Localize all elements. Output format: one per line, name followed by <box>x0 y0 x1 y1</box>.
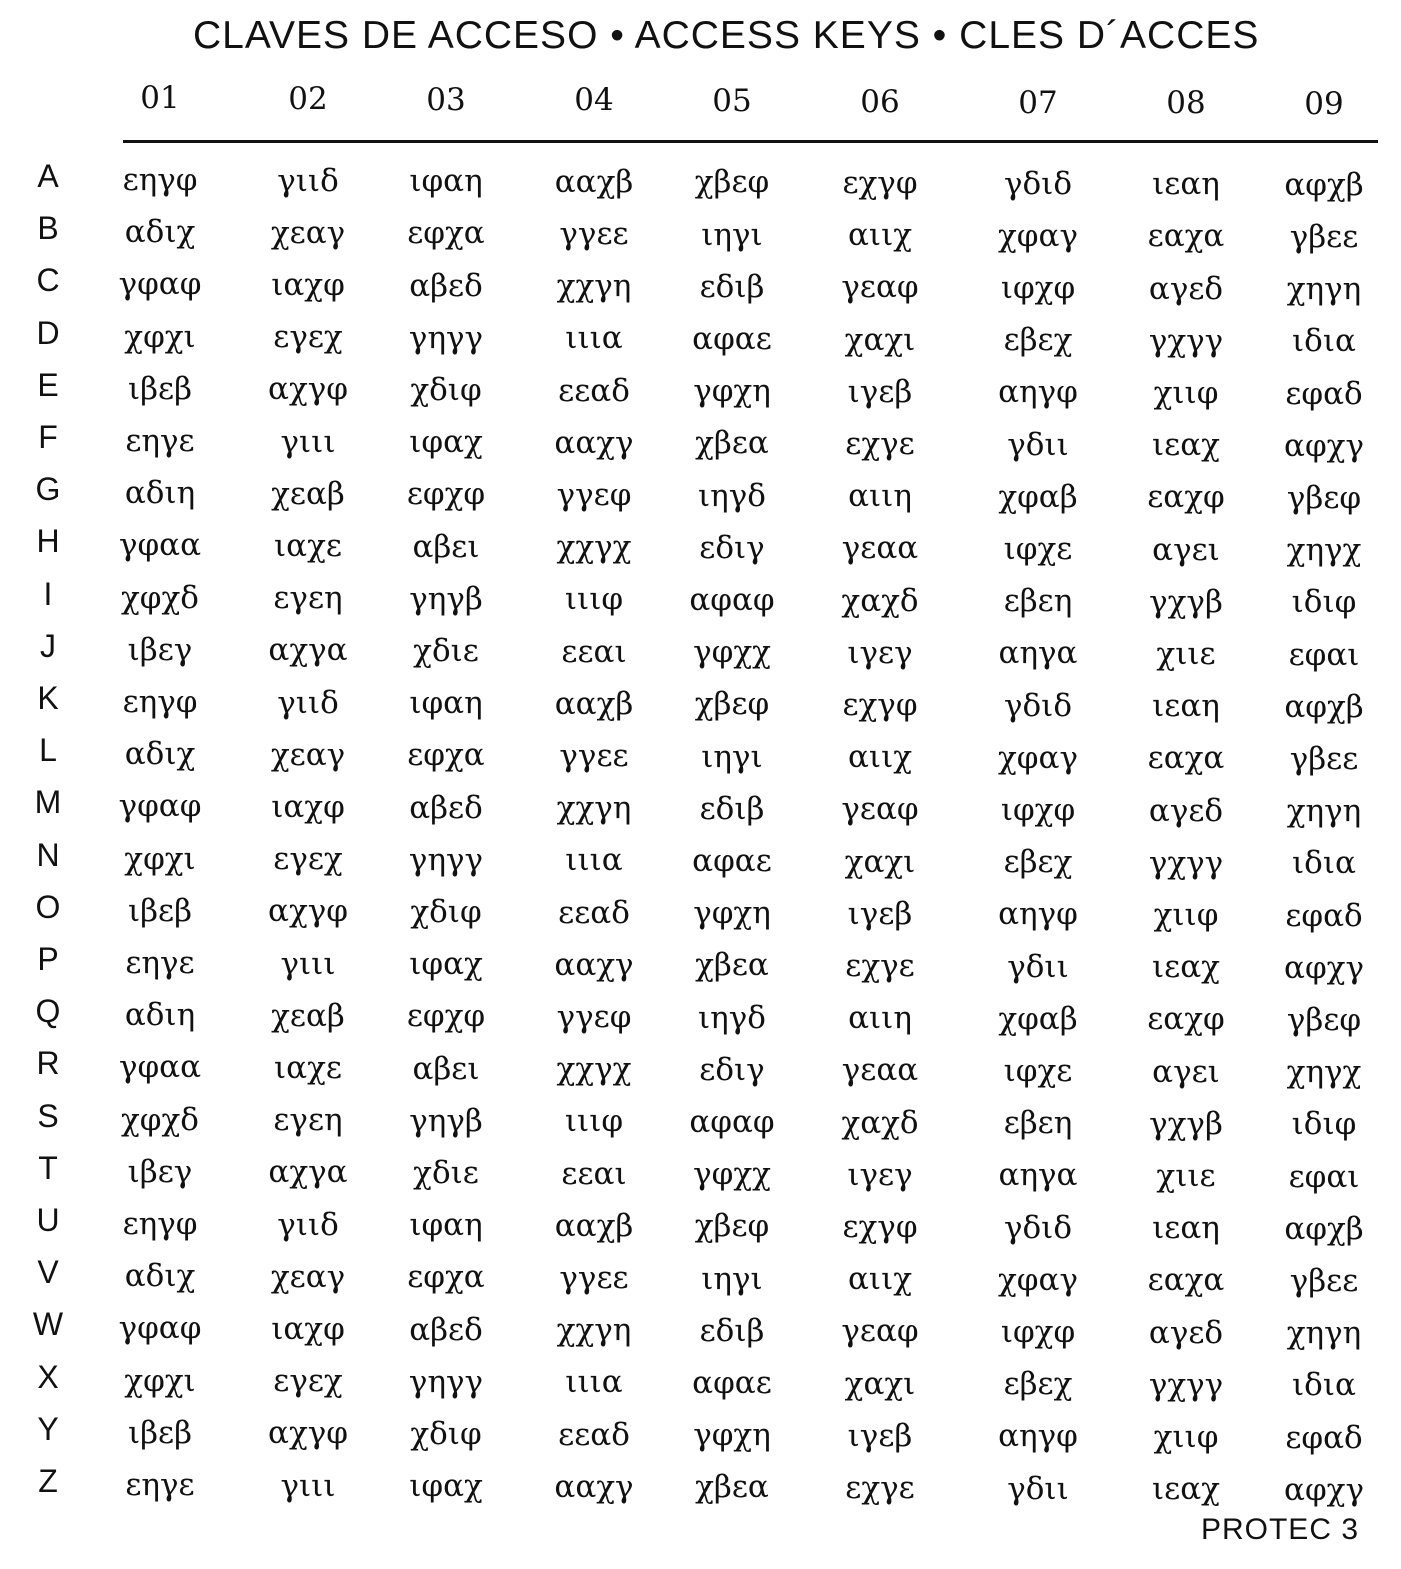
key-cell: ιφαχ <box>409 1468 483 1505</box>
row-label-y: Y <box>37 1410 59 1447</box>
column-header-01: 01 <box>140 80 180 116</box>
row-label-h: H <box>36 523 60 560</box>
key-cell: εχγε <box>845 426 915 462</box>
row-label-u: U <box>36 1202 60 1238</box>
key-cell: ιβεγ <box>127 631 193 668</box>
key-cell: εβεχ <box>1003 844 1073 881</box>
column-header-08: 08 <box>1166 85 1206 121</box>
key-cell: αδιχ <box>124 214 196 251</box>
key-cell: αφχγ <box>1284 949 1364 986</box>
row-label-o: O <box>35 888 61 925</box>
row-label-c: C <box>36 262 60 299</box>
key-cell: εαχα <box>1147 740 1225 777</box>
key-cell: εγεη <box>273 580 343 617</box>
key-cell: χφαβ <box>998 1000 1078 1037</box>
row-label-f: F <box>38 419 58 455</box>
key-cell: εηγφ <box>122 684 198 720</box>
key-cell: ιηγδ <box>698 477 766 514</box>
key-cell: χφαγ <box>998 1261 1078 1298</box>
key-cell: εχγφ <box>842 687 918 723</box>
key-cell: γβεφ <box>1286 1002 1362 1038</box>
key-cell: χβεφ <box>694 1208 770 1245</box>
page-title: CLAVES DE ACCESO • ACCESS KEYS • CLES D´ACCES <box>193 14 1260 57</box>
key-cell: εβεχ <box>1003 1366 1073 1403</box>
key-cell: αφαε <box>692 843 772 879</box>
row-label-g: G <box>35 471 61 508</box>
key-cell: γφαφ <box>118 788 202 825</box>
key-cell: γφχχ <box>693 634 771 671</box>
key-cell: χηγη <box>1286 1315 1362 1352</box>
key-cell: γβεφ <box>1286 480 1362 516</box>
key-cell: ιβεβ <box>127 892 193 929</box>
key-cell: γγεφ <box>556 477 632 513</box>
key-cell: χβεα <box>695 425 769 462</box>
key-cell: ιαχφ <box>271 789 345 825</box>
key-cell: ααχβ <box>554 685 634 722</box>
key-cell: εχγε <box>845 948 915 984</box>
row-label-v: V <box>37 1254 59 1291</box>
key-cell: αιιη <box>848 1000 912 1037</box>
key-cell: εφαδ <box>1285 897 1363 934</box>
key-cell: χαχι <box>844 1365 916 1402</box>
key-cell: ιιιφ <box>564 581 624 618</box>
key-cell: αβεδ <box>409 789 483 826</box>
key-cell: ιηγδ <box>698 999 766 1036</box>
key-cell: εφχα <box>407 737 485 774</box>
key-cell: ιφχε <box>1003 531 1073 567</box>
key-cell: γεαφ <box>841 1313 919 1350</box>
row-label-x: X <box>37 1358 59 1395</box>
key-cell: χιιφ <box>1153 897 1219 933</box>
key-cell: ιφχφ <box>1000 270 1076 306</box>
column-header-03: 03 <box>426 82 466 118</box>
key-cell: χφαγ <box>998 217 1078 254</box>
key-cell: γχγγ <box>1148 844 1224 881</box>
key-cell: ιφαχ <box>409 424 483 461</box>
key-cell: ιδια <box>1292 845 1356 882</box>
key-cell: χδιφ <box>410 894 482 930</box>
key-cell: ιγεβ <box>847 895 913 932</box>
key-cell: γβεε <box>1289 741 1359 777</box>
key-cell: αφχγ <box>1284 1471 1364 1508</box>
key-cell: γβεε <box>1289 219 1359 255</box>
key-cell: γχγβ <box>1149 583 1223 620</box>
key-cell: εεαι <box>561 1155 627 1192</box>
key-cell: αφαε <box>692 321 772 357</box>
key-cell: εαχφ <box>1147 1001 1225 1038</box>
key-cell: εδιγ <box>699 529 765 566</box>
key-cell: χηγη <box>1286 793 1362 830</box>
row-label-z: Z <box>38 1463 58 1499</box>
key-cell: εγεη <box>273 1102 343 1139</box>
key-cell: εχγε <box>845 1470 915 1506</box>
key-cell: ιδιφ <box>1291 1106 1357 1143</box>
footer-brand: PROTEC 3 <box>1200 1513 1359 1546</box>
key-cell: εηγε <box>125 945 195 981</box>
key-cell: χδιε <box>413 1155 479 1191</box>
key-cell: ιηγι <box>701 1260 763 1297</box>
column-header-09: 09 <box>1304 86 1344 122</box>
key-cell: χφχι <box>124 1362 196 1399</box>
row-label-j: J <box>40 627 56 664</box>
key-cell: γεαα <box>841 530 919 567</box>
key-cell: γηγβ <box>409 580 483 617</box>
key-cell: ιδια <box>1292 323 1356 360</box>
key-cell: αιιχ <box>847 739 913 776</box>
key-cell: χιιε <box>1156 1158 1216 1194</box>
key-cell: αφχβ <box>1284 1210 1364 1247</box>
key-cell: γηγγ <box>408 319 484 356</box>
key-cell: ιγεγ <box>847 1156 913 1193</box>
row-label-e: E <box>37 366 59 403</box>
key-cell: ιεαχ <box>1152 949 1220 986</box>
key-cell: αηγφ <box>998 1418 1078 1455</box>
key-cell: αβεδ <box>409 1311 483 1348</box>
column-header-02: 02 <box>288 81 328 117</box>
row-label-a: A <box>37 158 59 194</box>
key-cell: γιιι <box>280 1467 336 1504</box>
key-cell: εεαδ <box>558 372 630 409</box>
key-cell: χδιε <box>413 633 479 669</box>
key-cell: αγει <box>1152 531 1220 568</box>
key-cell: γεαα <box>841 1052 919 1089</box>
key-cell: χηγχ <box>1286 1054 1362 1091</box>
key-cell: εεαδ <box>558 894 630 931</box>
key-cell: γφαφ <box>118 266 202 303</box>
key-cell: αηγα <box>998 1157 1078 1194</box>
key-cell: ιγεβ <box>847 1417 913 1454</box>
key-cell: εηγε <box>125 423 195 459</box>
key-cell: αφχγ <box>1284 427 1364 464</box>
key-cell: αιιχ <box>847 217 913 254</box>
key-cell: εηγφ <box>122 162 198 198</box>
key-cell: γγεφ <box>556 999 632 1035</box>
key-cell: αγει <box>1152 1053 1220 1090</box>
key-cell: χφχδ <box>121 579 199 616</box>
row-label-i: I <box>43 575 53 612</box>
key-cell: ααχγ <box>554 424 634 461</box>
key-cell: ιεαη <box>1152 688 1220 725</box>
column-header-05: 05 <box>712 83 752 119</box>
key-cell: χαχδ <box>841 582 919 619</box>
key-cell: γγεε <box>559 216 629 252</box>
key-cell: αχγφ <box>268 893 348 930</box>
key-cell: χχγη <box>556 790 632 827</box>
key-cell: αδιχ <box>124 736 196 773</box>
key-cell: χεαγ <box>270 214 346 251</box>
key-cell: γιιδ <box>277 684 339 721</box>
key-cell: εφχα <box>407 215 485 252</box>
key-cell: ιαχφ <box>271 267 345 303</box>
key-cell: εφαι <box>1288 1158 1360 1195</box>
key-cell: χηγχ <box>1286 532 1362 569</box>
key-cell: εηγφ <box>122 1206 198 1242</box>
key-cell: γιιδ <box>277 1206 339 1243</box>
key-cell: εδιβ <box>699 268 765 305</box>
key-cell: γφχχ <box>693 1156 771 1193</box>
key-cell: χδιφ <box>410 1416 482 1452</box>
key-cell: ααχβ <box>554 1207 634 1244</box>
key-cell: αφαε <box>692 1365 772 1401</box>
key-cell: εφαδ <box>1285 375 1363 412</box>
key-cell: αδιη <box>124 475 196 512</box>
key-cell: χχγη <box>556 1312 632 1349</box>
row-label-b: B <box>37 210 59 247</box>
key-cell: εαχφ <box>1147 479 1225 516</box>
key-cell: εδιβ <box>699 790 765 827</box>
key-cell: γεαφ <box>841 791 919 828</box>
key-cell: εγεχ <box>273 1363 343 1400</box>
key-cell: γδιδ <box>1003 165 1072 202</box>
key-cell: γχγβ <box>1149 1105 1223 1142</box>
key-cell: εγεχ <box>273 319 343 356</box>
key-cell: γχγγ <box>1148 1366 1224 1403</box>
key-cell: γφχη <box>693 1417 771 1454</box>
key-cell: ιφαη <box>409 685 483 722</box>
key-cell: αβει <box>412 528 480 565</box>
header-divider <box>123 140 1378 143</box>
key-cell: χεαγ <box>270 1258 346 1295</box>
key-cell: ααχβ <box>554 163 634 200</box>
key-cell: αφχβ <box>1284 166 1364 203</box>
key-cell: γηγγ <box>408 1363 484 1400</box>
row-label-s: S <box>37 1097 59 1134</box>
key-cell: γεαφ <box>841 269 919 306</box>
key-cell: εγεχ <box>273 841 343 878</box>
key-cell: αιιχ <box>847 1261 913 1298</box>
key-cell: ιεαη <box>1152 1210 1220 1247</box>
key-cell: ιιια <box>565 320 623 357</box>
key-cell: εφχφ <box>406 998 486 1035</box>
key-cell: ιδιφ <box>1291 584 1357 621</box>
key-cell: εβεχ <box>1003 322 1073 359</box>
row-label-m: M <box>34 784 62 821</box>
key-cell: ιεαη <box>1152 166 1220 203</box>
key-cell: εφαδ <box>1285 1419 1363 1456</box>
key-cell: ιδια <box>1292 1367 1356 1404</box>
key-cell: ιηγι <box>701 216 763 253</box>
key-cell: ιιια <box>565 842 623 879</box>
key-cell: γχγγ <box>1148 322 1224 359</box>
key-cell: αφαφ <box>689 582 775 618</box>
key-cell: ιφχφ <box>1000 792 1076 828</box>
key-cell: ιεαχ <box>1152 1471 1220 1508</box>
key-cell: χχγη <box>556 268 632 305</box>
key-cell: ιγεβ <box>847 373 913 410</box>
key-cell: εηγε <box>125 1467 195 1503</box>
key-cell: γδιι <box>1007 948 1069 985</box>
key-cell: γγεε <box>559 738 629 774</box>
key-cell: χιιφ <box>1153 1419 1219 1455</box>
key-cell: γδιι <box>1007 1470 1069 1507</box>
key-cell: αιιη <box>848 478 912 515</box>
key-cell: χφαγ <box>998 739 1078 776</box>
key-cell: ιβεγ <box>127 1153 193 1190</box>
key-cell: ιφχε <box>1003 1053 1073 1089</box>
row-label-t: T <box>38 1149 58 1186</box>
key-cell: γφχη <box>693 373 771 410</box>
key-cell: ιφχφ <box>1000 1314 1076 1350</box>
key-cell: εεαδ <box>558 1416 630 1453</box>
key-cell: γιιι <box>280 423 336 460</box>
key-cell: χφχδ <box>121 1101 199 1138</box>
key-cell: αγεδ <box>1148 270 1224 307</box>
key-cell: αχγα <box>268 632 348 669</box>
key-cell: ααχγ <box>554 946 634 983</box>
key-cell: ιαχε <box>274 528 342 564</box>
row-label-l: L <box>39 732 57 769</box>
key-cell: αβεδ <box>409 267 483 304</box>
key-cell: ιβεβ <box>127 370 193 407</box>
key-cell: χεαγ <box>270 736 346 773</box>
key-cell: ιιιφ <box>564 1103 624 1140</box>
key-cell: εφχα <box>407 1259 485 1296</box>
key-cell: χφχι <box>124 840 196 877</box>
key-cell: γιιδ <box>277 162 339 199</box>
key-cell: αηγφ <box>998 896 1078 933</box>
key-cell: αχγα <box>268 1154 348 1191</box>
key-cell: χβεα <box>695 947 769 984</box>
key-cell: γγεε <box>559 1260 629 1296</box>
key-cell: αφχβ <box>1284 688 1364 725</box>
key-cell: εδιβ <box>699 1312 765 1349</box>
key-cell: ιιια <box>565 1364 623 1401</box>
row-label-d: D <box>36 314 60 351</box>
key-cell: χβεφ <box>694 164 770 201</box>
key-cell: γφαα <box>118 527 202 564</box>
key-cell: χαχδ <box>841 1104 919 1141</box>
key-cell: χβεα <box>695 1469 769 1506</box>
key-cell: ιαχε <box>274 1050 342 1086</box>
key-cell: χιιε <box>1156 636 1216 672</box>
column-header-06: 06 <box>860 84 900 120</box>
key-cell: ααχγ <box>554 1468 634 1505</box>
column-header-07: 07 <box>1018 85 1058 121</box>
key-cell: χδιφ <box>410 372 482 408</box>
key-cell: χεαβ <box>271 475 345 512</box>
row-label-r: R <box>36 1045 60 1082</box>
key-cell: ιγεγ <box>847 634 913 671</box>
key-cell: ιφαη <box>409 1207 483 1244</box>
key-cell: εαχα <box>1147 218 1225 255</box>
key-cell: γβεε <box>1289 1263 1359 1299</box>
key-cell: ιηγι <box>701 738 763 775</box>
key-cell: ιεαχ <box>1152 427 1220 464</box>
key-cell: χβεφ <box>694 686 770 723</box>
key-cell: αχγφ <box>268 371 348 408</box>
key-cell: αγεδ <box>1148 792 1224 829</box>
key-cell: αβει <box>412 1050 480 1087</box>
key-cell: χαχι <box>844 321 916 358</box>
key-cell: γηγγ <box>408 841 484 878</box>
key-cell: χηγη <box>1286 271 1362 308</box>
row-label-q: Q <box>35 993 61 1030</box>
key-cell: αηγα <box>998 635 1078 672</box>
column-header-04: 04 <box>574 82 614 118</box>
key-cell: χχγχ <box>556 529 632 566</box>
key-cell: ιαχφ <box>271 1311 345 1347</box>
key-cell: γιιι <box>280 945 336 982</box>
key-cell: χιιφ <box>1153 375 1219 411</box>
key-cell: εαχα <box>1147 1262 1225 1299</box>
key-cell: γδιδ <box>1003 687 1072 724</box>
key-cell: γφχη <box>693 895 771 932</box>
key-cell: εβεη <box>1003 583 1073 620</box>
key-cell: χφχι <box>124 318 196 355</box>
key-cell: εχγφ <box>842 1209 918 1245</box>
key-cell: εβεη <box>1003 1105 1073 1142</box>
key-cell: γφαφ <box>118 1310 202 1347</box>
key-cell: αφαφ <box>689 1104 775 1140</box>
key-cell: αδιη <box>124 997 196 1034</box>
key-cell: ιβεβ <box>127 1414 193 1451</box>
row-label-p: P <box>37 941 59 977</box>
key-cell: χεαβ <box>271 997 345 1034</box>
row-label-k: K <box>37 680 59 716</box>
row-label-w: W <box>32 1306 64 1343</box>
key-cell: γδιδ <box>1003 1209 1072 1246</box>
key-cell: χαχι <box>844 843 916 880</box>
key-cell: αχγφ <box>268 1415 348 1452</box>
key-cell: αδιχ <box>124 1258 196 1295</box>
key-cell: γηγβ <box>409 1102 483 1139</box>
key-cell: εχγφ <box>842 165 918 201</box>
key-cell: εδιγ <box>699 1051 765 1088</box>
key-cell: χχγχ <box>556 1051 632 1088</box>
key-cell: ιφαχ <box>409 946 483 983</box>
key-cell: εεαι <box>561 633 627 670</box>
key-cell: χφαβ <box>998 478 1078 515</box>
row-label-n: N <box>36 836 60 873</box>
key-cell: αηγφ <box>998 374 1078 411</box>
key-cell: εφαι <box>1288 636 1360 673</box>
key-cell: γφαα <box>118 1049 202 1086</box>
key-cell: γδιι <box>1007 426 1069 463</box>
key-cell: εφχφ <box>406 476 486 513</box>
key-cell: ιφαη <box>409 163 483 200</box>
key-cell: αγεδ <box>1148 1314 1224 1351</box>
